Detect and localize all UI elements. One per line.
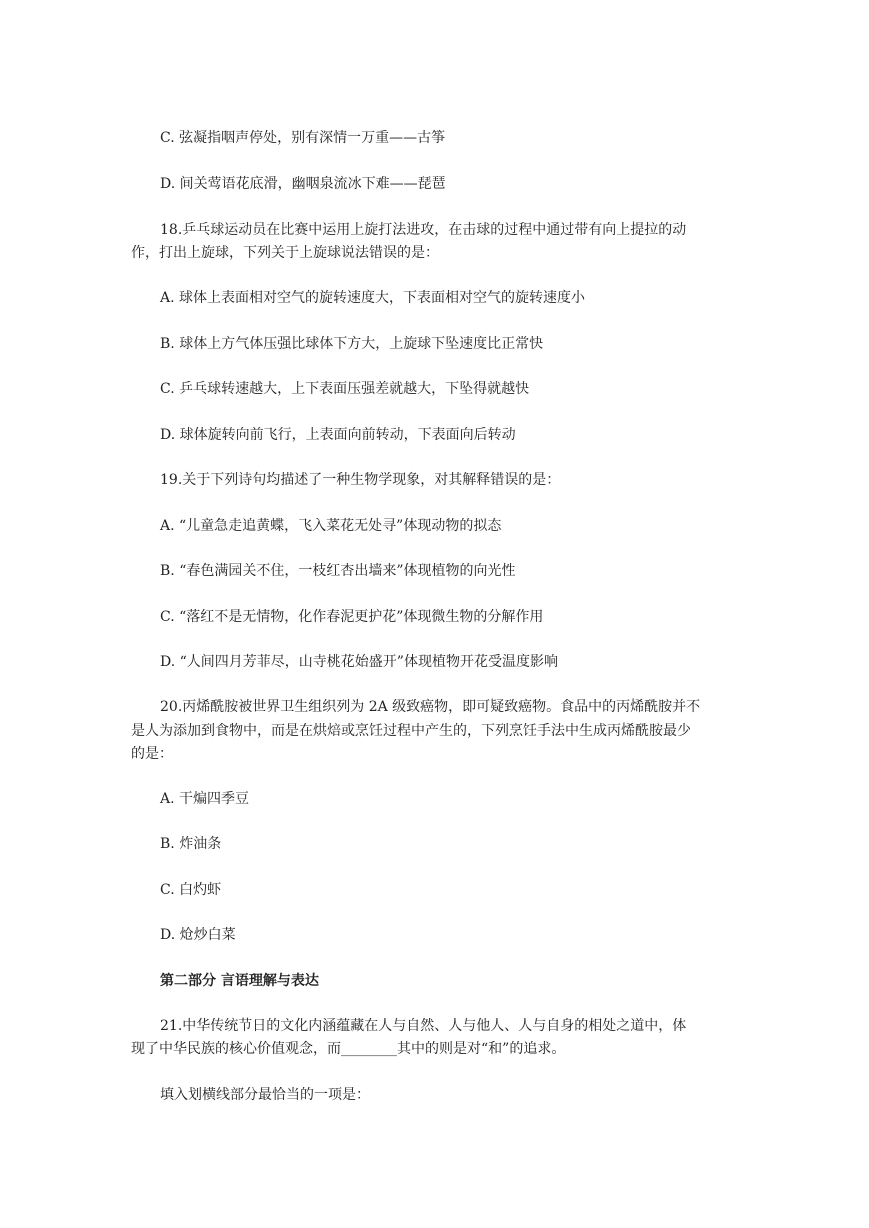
q20-stem-line1: 20.丙烯酰胺被世界卫生组织列为 2A 级致癌物，即可疑致癌物。食品中的丙烯酰胺并不 bbox=[160, 699, 701, 715]
q18-option-a: A. 球体上表面相对空气的旋转速度大，下表面相对空气的旋转速度小 bbox=[160, 290, 586, 306]
q20-option-b: B. 炸油条 bbox=[160, 836, 222, 852]
q19-stem: 19.关于下列诗句均描述了一种生物学现象，对其解释错误的是： bbox=[160, 472, 561, 488]
q20-option-d: D. 炝炒白菜 bbox=[160, 927, 236, 943]
q19-option-b: B. “春色满园关不住，一枝红杏出墙来”体现植物的向光性 bbox=[160, 563, 516, 579]
q21-stem-line2: 现了中华民族的核心价值观念，而________其中的则是对“和”的追求。 bbox=[131, 1041, 566, 1057]
q18-stem-line1: 18.乒乓球运动员在比赛中运用上旋打法进攻，在击球的过程中通过带有向上提拉的动 bbox=[160, 222, 687, 238]
q17-option-d: D. 间关莺语花底滑，幽咽泉流冰下难——琵琶 bbox=[160, 176, 446, 192]
q20-stem-line3: 的是： bbox=[131, 746, 173, 762]
q20-stem-line2: 是人为添加到食物中，而是在烘焙或烹饪过程中产生的，下列烹饪手法中生成丙烯酰胺最少 bbox=[131, 723, 691, 739]
q19-option-d: D. “人间四月芳菲尽，山寺桃花始盛开”体现植物开花受温度影响 bbox=[160, 654, 558, 670]
q18-option-c: C. 乒乓球转速越大，上下表面压强差就越大，下坠得就越快 bbox=[160, 381, 530, 397]
q21-stem-line1: 21.中华传统节日的文化内涵蕴藏在人与自然、人与他人、人与自身的相处之道中，体 bbox=[160, 1018, 687, 1034]
q17-option-c: C. 弦凝指咽声停处，别有深情一万重——古筝 bbox=[160, 130, 446, 146]
q20-option-c: C. 白灼虾 bbox=[160, 882, 222, 898]
q18-option-d: D. 球体旋转向前飞行，上表面向前转动，下表面向后转动 bbox=[160, 427, 516, 443]
q19-option-c: C. “落红不是无情物，化作春泥更护花”体现微生物的分解作用 bbox=[160, 609, 544, 625]
q18-stem-line2: 作，打出上旋球，下列关于上旋球说法错误的是： bbox=[131, 245, 439, 261]
q20-option-a: A. 干煸四季豆 bbox=[160, 791, 250, 807]
q18-option-b: B. 球体上方气体压强比球体下方大，上旋球下坠速度比正常快 bbox=[160, 336, 544, 352]
q19-option-a: A. “儿童急走追黄蝶，飞入菜花无处寻”体现动物的拟态 bbox=[160, 518, 502, 534]
q21-instruction: 填入划横线部分最恰当的一项是： bbox=[160, 1087, 370, 1103]
section-heading: 第二部分 言语理解与表达 bbox=[160, 973, 319, 989]
